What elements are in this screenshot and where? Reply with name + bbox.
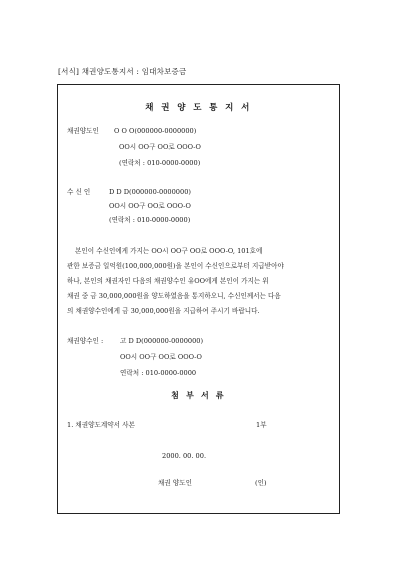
seal-mark: (인) xyxy=(255,479,267,487)
body-line: 의 채권양수인에게 금 30,000,000원을 지급하여 주시기 바랍니다. xyxy=(67,307,260,315)
assignor-contact: (연락처 : 010-0000-0000) xyxy=(119,159,201,167)
assignor-label: 채권양도인 xyxy=(67,127,99,135)
assignor-address: OO시 OO구 OO로 OOO-O xyxy=(119,143,201,151)
notice-document xyxy=(57,84,340,514)
assignee-address: OO시 OO구 OO로 OOO-O xyxy=(120,353,202,361)
recipient-contact: (연락처 : 010-0000-0000) xyxy=(109,216,191,224)
signature-label: 채권 양도인 xyxy=(158,479,192,487)
body-line: 채권 중 금 30,000,000원을 양도하였음을 통지하오니, 수신인께서는 다음 xyxy=(67,292,281,300)
recipient-label: 수 신 인 xyxy=(67,188,91,196)
body-line: 하나, 본인의 채권자인 다음의 채권양수인 유OO에게 본인이 가지는 위 xyxy=(67,277,269,285)
assignee-contact: 연락처 : 010-0000-0000 xyxy=(120,369,197,377)
attachment-count: 1부 xyxy=(256,421,267,429)
document-title: 채 권 양 도 통 지 서 xyxy=(145,103,252,113)
attachments-title: 첨 부 서 류 xyxy=(171,390,226,400)
body-line: 관한 보증금 일억원(100,000,000원)을 본인이 수신인으로부터 지급받아야 xyxy=(67,262,284,270)
assignee-label: 채권양수인 : xyxy=(67,337,104,345)
attachment-item: 1. 채권양도계약서 사본 xyxy=(67,421,135,429)
body-line: 본인이 수신인에게 가지는 OO시 OO구 OO로 OOO-O, 101호에 xyxy=(75,247,263,255)
recipient-name: D D D(000000-0000000) xyxy=(109,188,191,196)
assignor-name: O O O(000000-0000000) xyxy=(114,127,197,135)
assignee-name: 고 D D(000000-0000000) xyxy=(120,337,204,345)
document-date: 2000. 00. 00. xyxy=(162,452,207,460)
recipient-address: OO시 OO구 OO로 OOO-O xyxy=(109,202,191,210)
document-caption: [서식] 채권양도통지서 : 임대차보증금 xyxy=(58,67,187,76)
